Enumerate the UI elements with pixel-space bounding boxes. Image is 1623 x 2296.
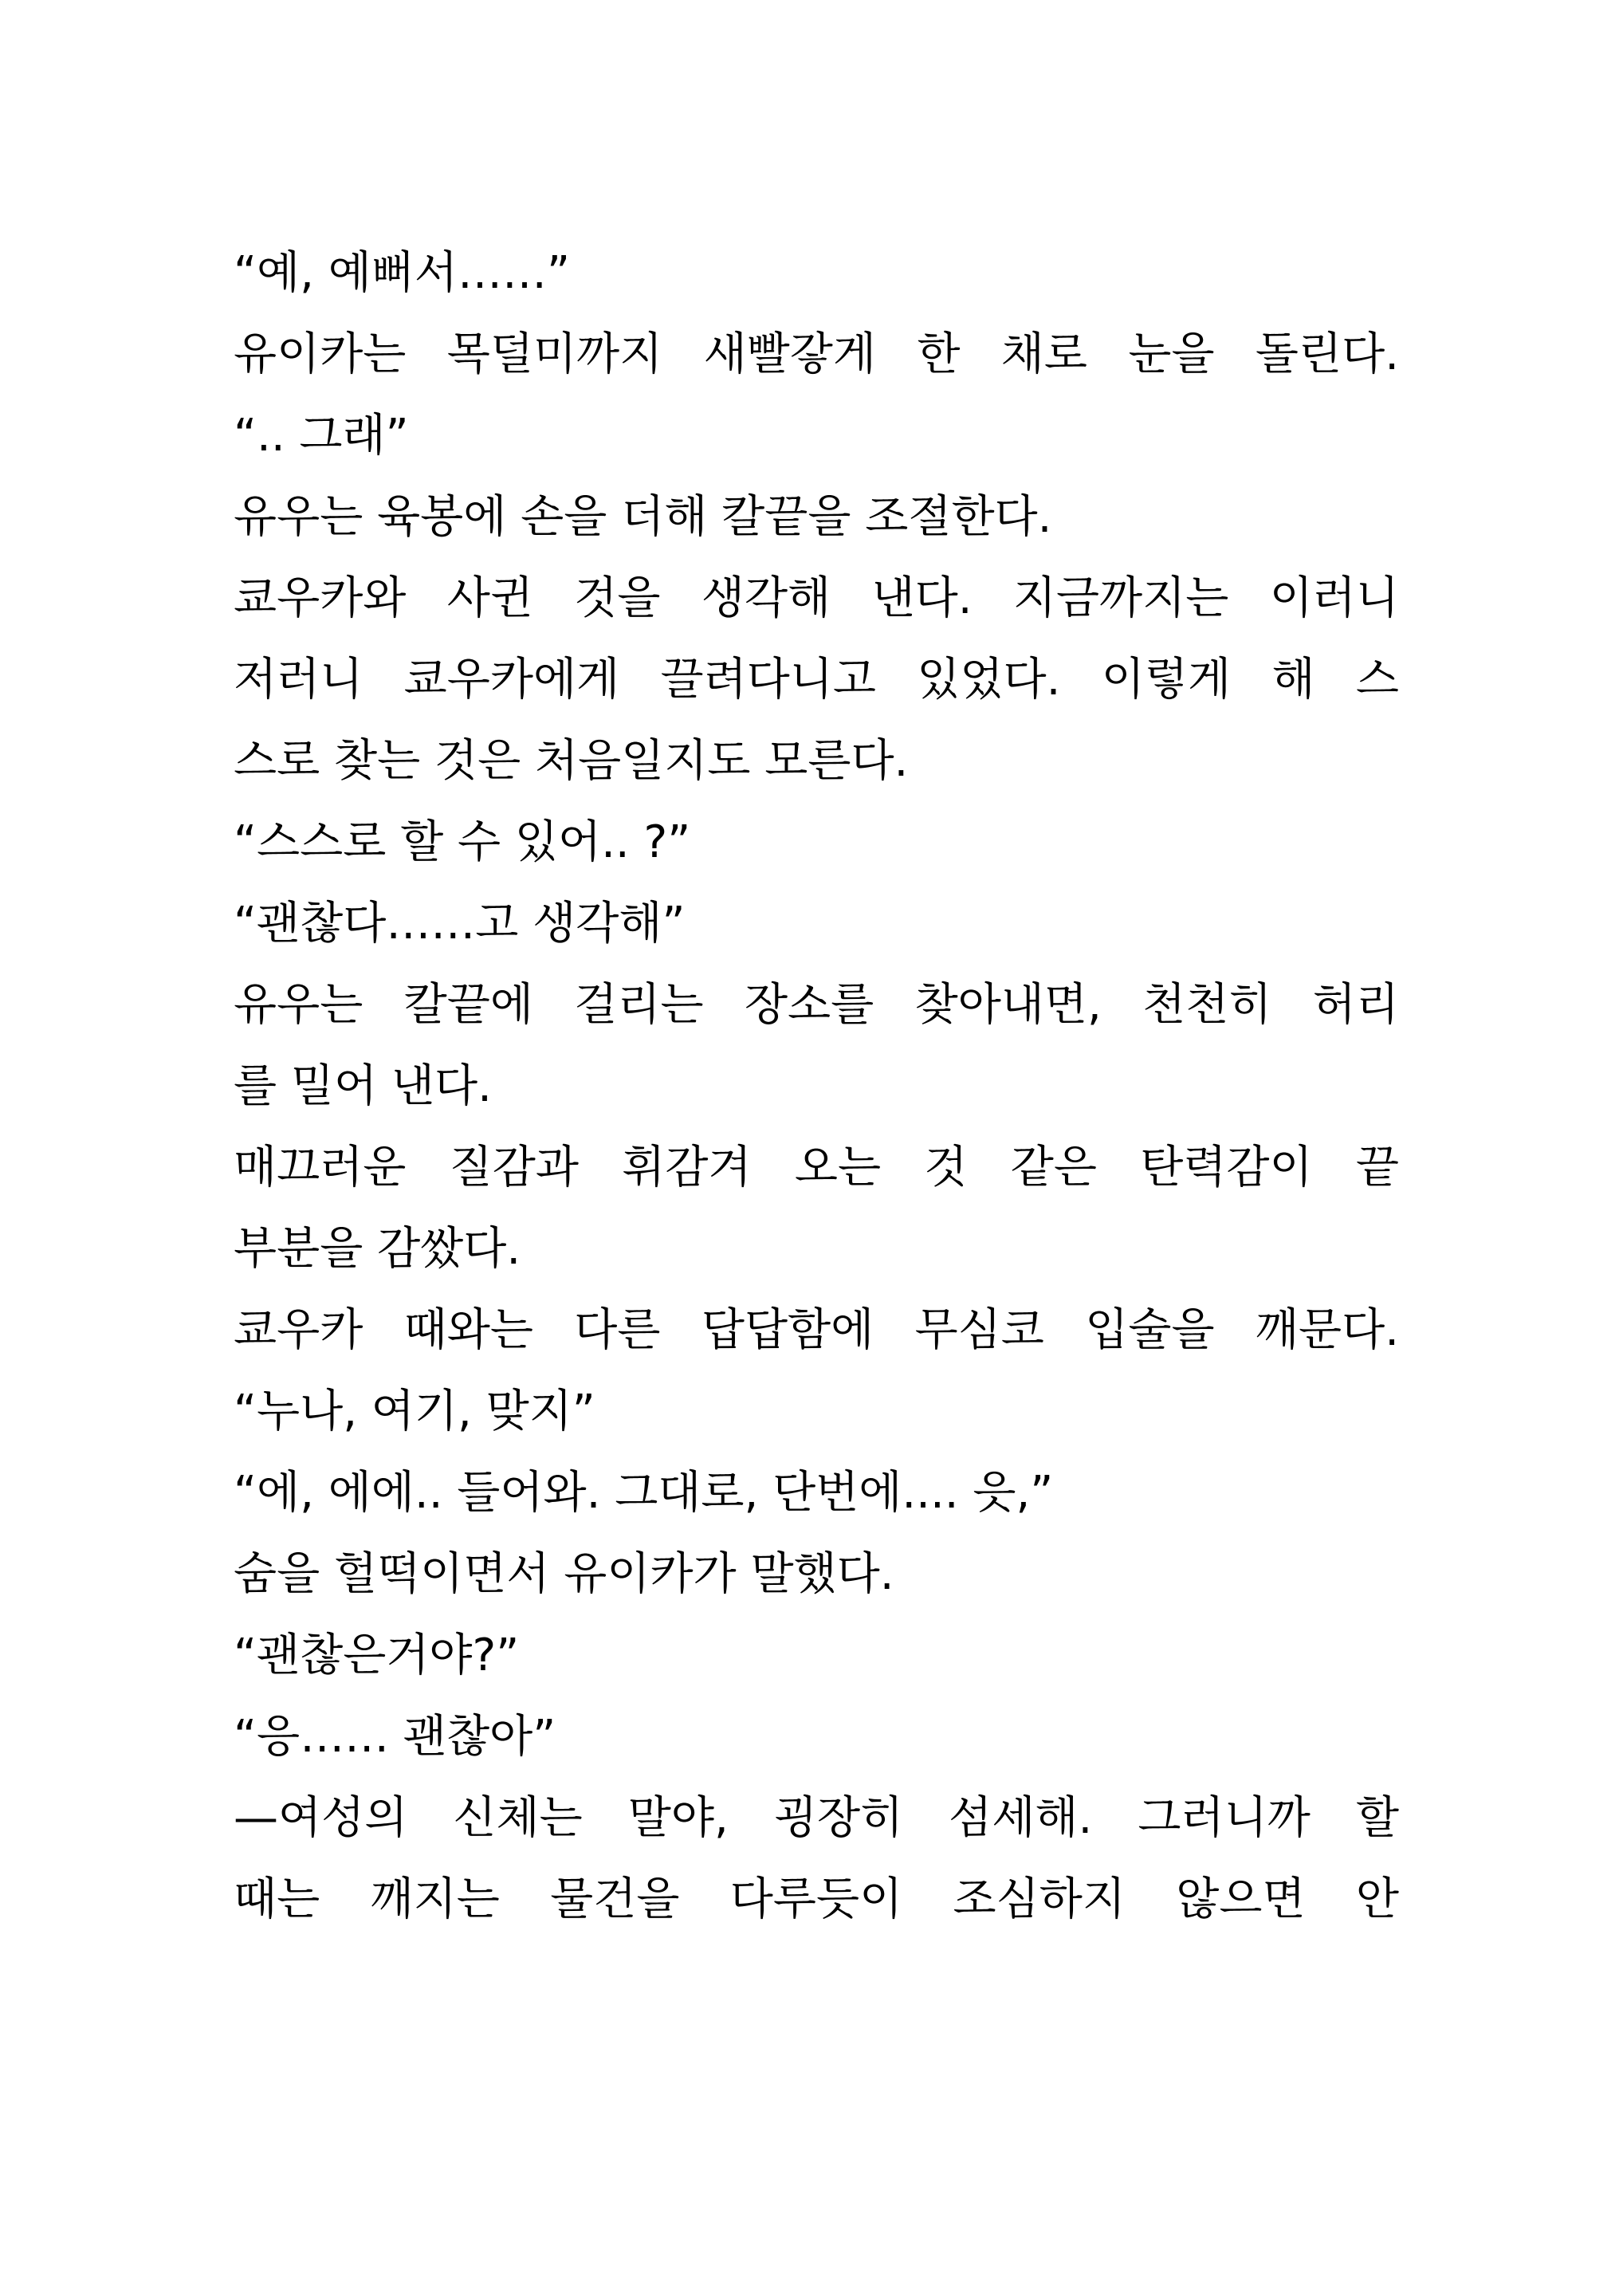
text-line: 저러니 쿄우카에게 끌려다니고 있었다. 이렇게 해 스: [234, 654, 1399, 706]
text-line: 숨을 헐떡이면서 유이카가 말했다.: [234, 1548, 894, 1600]
text-line: “괜찮은거야?”: [234, 1630, 520, 1681]
text-line: 부분을 감쌌다.: [234, 1223, 521, 1275]
body-text: [234, 233, 1399, 1940]
text-line: 매끄러운 질감과 휘감겨 오는 것 같은 탄력감이 끝: [234, 1142, 1399, 1193]
text-line: “응…… 괜찮아”: [234, 1711, 556, 1763]
text-line: “예, 예뻐서……”: [234, 247, 571, 299]
text-line: —여성의 신체는 말야, 굉장히 섬세해. 그러니까 할: [234, 1792, 1399, 1844]
text-line: 유우는 육봉에 손을 더해 칼끝을 조절한다.: [234, 491, 1052, 543]
text-line: 유이카는 목덜미까지 새빨갛게 한 채로 눈을 돌린다.: [234, 328, 1399, 380]
text-line: 를 밀어 낸다.: [234, 1060, 492, 1112]
text-line: 쿄우카와 사귄 것을 생각해 낸다. 지금까지는 이러니: [234, 572, 1399, 624]
text-line: “괜찮다……고 생각해”: [234, 898, 686, 949]
text-line: “스스로 할 수 있어.. ?”: [234, 816, 691, 868]
text-line: 쿄우카 때와는 다른 답답함에 무심코 입술을 깨문다.: [234, 1304, 1399, 1356]
text-line: 유우는 칼끝에 걸리는 장소를 찾아내면, 천천히 허리: [234, 979, 1399, 1031]
text-line: 스로 찾는 것은 처음일지도 모른다.: [234, 735, 909, 787]
text-line: “.. 그래”: [234, 410, 409, 462]
text-line: “에, 에에.. 들어와. 그대로, 단번에.... 읏,”: [234, 1467, 1054, 1519]
text-line: 때는 깨지는 물건을 다루듯이 조심하지 않으면 안: [234, 1873, 1399, 1925]
text-line: “누나, 여기, 맞지”: [234, 1386, 595, 1437]
